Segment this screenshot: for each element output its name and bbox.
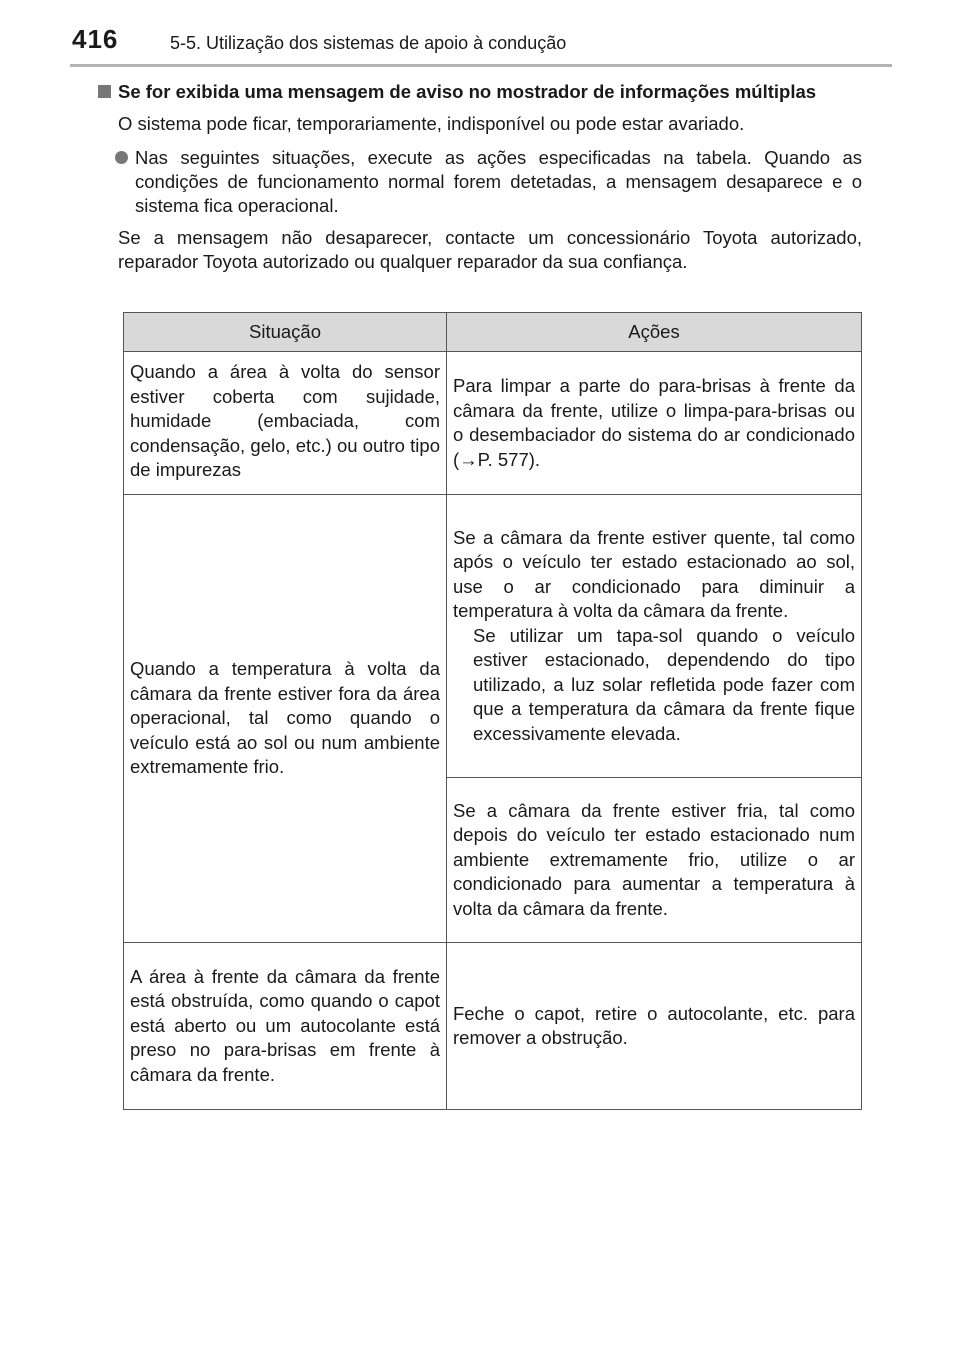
acao-note: Se utilizar um tapa-sol quando o veículo estiver estacionado, dependendo do tipo utilizado, a luz solar refletida pode fazer com que a temperatura da câmara da frente fique excessivamente elevada.	[473, 624, 855, 744]
round-bullet-icon	[115, 151, 128, 164]
table-row	[124, 352, 862, 495]
bullet-text: Nas seguintes situações, execute as ações especificadas na tabela. Quando as condições de funcionamento normal forem detetadas, a mensagem desaparece e o sistema fica operacional.	[135, 147, 862, 216]
table-row	[124, 943, 862, 1110]
acao-text: Se a câmara da frente estiver quente, tal como após o veículo ter estado estacionado ao sol, use o ar condicionado para diminuir a temperatura à volta da câmara da frente.	[453, 526, 855, 622]
section-heading	[98, 80, 862, 104]
acao-cell	[447, 495, 862, 778]
intro-paragraph: O sistema pode ficar, temporariamente, indisponível ou pode estar avariado.	[118, 113, 745, 134]
page-header	[0, 0, 960, 66]
bullet-item	[98, 146, 862, 218]
acao-cell: Se a câmara da frente estiver fria, tal como depois do veículo ter estado estacionado num ambiente extremamente frio, utilize o ar condicionado para aumentar a temperatura à volta da câmara da frente.	[447, 778, 862, 943]
table-row	[124, 495, 862, 778]
situation-action-table	[123, 312, 862, 1110]
chapter-title: 5-5. Utilização dos sistemas de apoio à condução	[170, 33, 567, 53]
header-divider	[70, 64, 892, 67]
section-heading-text: Se for exibida uma mensagem de aviso no mostrador de informações múltiplas	[118, 81, 817, 102]
acao-cell: Para limpar a parte do para-brisas à frente da câmara da frente, utilize o limpa-para-brisas ou o desembaciador do sistema do ar condicionado (→P. 577).	[447, 352, 862, 495]
situacao-cell: Quando a área à volta do sensor estiver coberta com sujidade, humidade (embaciada, com condensação, gelo, etc.) ou outro tipo de impurezas	[124, 352, 447, 495]
column-header-situacao: Situação	[124, 313, 447, 352]
square-bullet-icon	[98, 85, 111, 98]
column-header-acoes: Ações	[447, 313, 862, 352]
table-header-row	[124, 313, 862, 352]
acao-cell: Feche o capot, retire o autocolante, etc. para remover a obstrução.	[447, 943, 862, 1110]
page-number: 416	[72, 24, 119, 54]
situacao-cell: A área à frente da câmara da frente está obstruída, como quando o capot está aberto ou um autocolante está preso no para-brisas em frente à câmara da frente.	[124, 943, 447, 1110]
section-content	[98, 80, 862, 274]
situacao-cell: Quando a temperatura à volta da câmara da frente estiver fora da área operacional, tal como quando o veículo está ao sol ou num ambiente extremamente frio.	[124, 495, 447, 943]
closing-paragraph: Se a mensagem não desaparecer, contacte um concessionário Toyota autorizado, reparador Toyota autorizado ou qualquer reparador da sua confiança.	[118, 227, 862, 272]
